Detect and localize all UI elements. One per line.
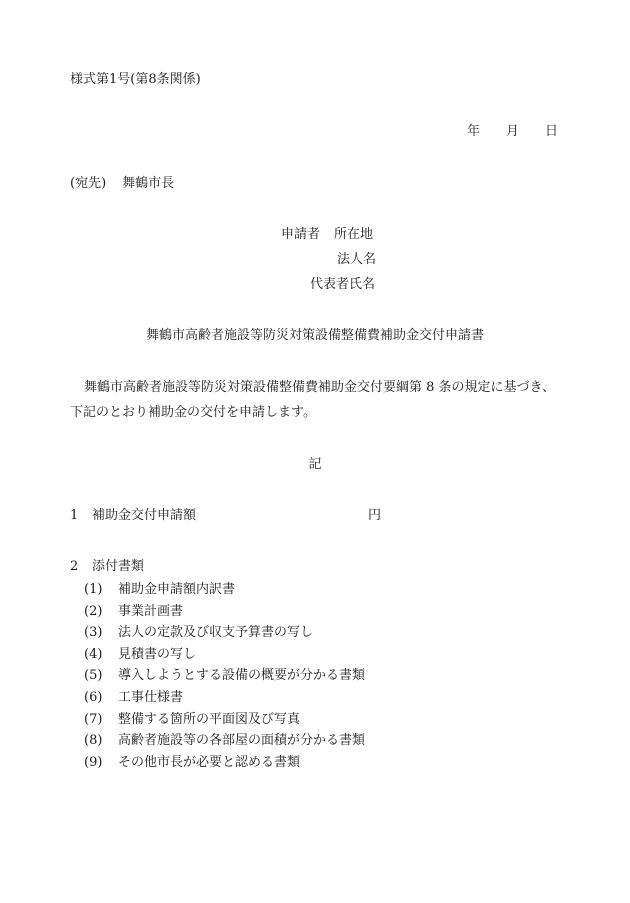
attachment-text: その他市長が必要と認める書類	[118, 754, 301, 770]
applicant-representative-label: 代表者氏名	[310, 277, 376, 292]
body-text-line-1: 舞鶴市高齢者施設等防災対策設備整備費補助金交付要綱第 8 条の規定に基づき、	[84, 380, 556, 395]
attachment-list	[84, 582, 365, 776]
attachment-number: (1)	[84, 582, 103, 597]
attachment-item	[84, 690, 365, 712]
applicant-label: 申請者	[281, 227, 321, 242]
attachment-item	[84, 755, 365, 777]
attachment-text: 整備する箇所の平面図及び写真	[118, 711, 301, 727]
attachment-item	[84, 668, 365, 690]
attachment-text: 高齢者施設等の各部屋の面積が分かる書類	[118, 733, 366, 749]
body-text-line-2: 下記のとおり補助金の交付を申請します。	[70, 405, 316, 420]
attachment-item	[84, 604, 365, 626]
item1-number: 1	[70, 508, 79, 523]
attachment-number: (2)	[84, 603, 103, 619]
attachment-text: 補助金申請額内訳書	[118, 582, 236, 597]
attachment-item	[84, 712, 365, 734]
item-attachments	[70, 559, 144, 575]
addressee-prefix: (宛先)	[70, 176, 107, 191]
item1-label: 補助金交付申請額	[92, 508, 197, 523]
form-number: 様式第1号(第8条関係)	[70, 72, 201, 87]
attachment-number: (5)	[84, 668, 103, 684]
date-day: 日	[544, 124, 558, 139]
applicant-corp-name-label: 法人名	[337, 252, 377, 267]
attachment-text: 工事仕様書	[118, 689, 184, 705]
date-line	[467, 124, 558, 140]
item2-number: 2	[70, 559, 79, 574]
addressee-name: 舞鶴市長	[122, 176, 175, 191]
attachment-number: (7)	[84, 711, 103, 727]
ki-heading: 記	[308, 457, 322, 472]
attachment-number: (3)	[84, 625, 103, 641]
attachment-text: 法人の定款及び収支予算書の写し	[118, 625, 314, 641]
attachment-item	[84, 733, 365, 755]
item2-label: 添付書類	[92, 559, 145, 574]
attachment-number: (6)	[84, 689, 103, 705]
attachment-text: 導入しようとする設備の概要が分かる書類	[118, 668, 366, 684]
date-year: 年	[466, 124, 480, 139]
applicant-row-location	[281, 227, 373, 243]
attachment-number: (9)	[84, 754, 103, 770]
attachment-text: 事業計画書	[118, 603, 184, 619]
date-month: 月	[505, 124, 519, 139]
attachment-text: 見積書の写し	[118, 646, 197, 662]
document-title: 舞鶴市高齢者施設等防災対策設備整備費補助金交付申請書	[145, 328, 484, 343]
addressee	[70, 176, 174, 192]
attachment-number: (4)	[84, 646, 103, 662]
applicant-location-label: 所在地	[334, 227, 374, 242]
attachment-item	[84, 647, 365, 669]
attachment-item	[84, 582, 365, 604]
item-grant-amount	[70, 508, 382, 524]
attachment-item	[84, 625, 365, 647]
item1-unit: 円	[368, 508, 382, 523]
attachment-number: (8)	[84, 733, 103, 749]
